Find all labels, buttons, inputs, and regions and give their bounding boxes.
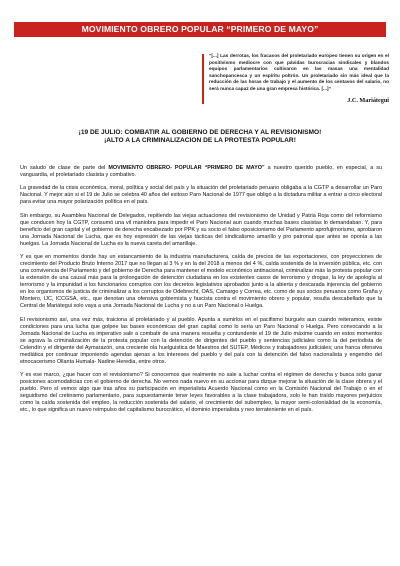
quote-author: J.C. Mariátegui [347, 96, 389, 104]
headline [30, 129, 370, 146]
paragraph-revisionism: El revisionismo así, una vez más, traiciona al proletariado y al pueblo. Apunta a sumirlos en el pacifismo burgués aun cuando reiteramos, existe condiciones para una lucha que golpee las bases económicas del gran capital como lo sería un Paro Nacional o Huelga. Pero convocando a la Jornada Nacional de Lucha es imperativo salir a combatir de una manera resuelta y contundente el 19 de Julio máxime cuando en estos momentos se agrava la criminalización de la protesta popular con la detención de dirigentes del pueblo y sentencias judiciales como la del periodista de Celendín y el dirigente del Aymarazón, una creciente ola huelguistica de Maestros del SUTEP, Médicos y trabajadores judiciales; una franca ofensiva mediática por continuar imponiendo agendas ajenas a los intereses del pueblo y del país con la detención del falso nacionalista y engendro del etnocacerismo Ollanta Humala- Nadine Heredia, entre otros. [20, 316, 382, 365]
paragraph-what-to-do: Y es ese marco, ¿que hacer con el revisionismo? Si conocemos que realmente no sale a luchar contra el régimen de derecha y busca solo ganar posiciones acomodaticias con el gobierno de derecha. No vemos nada nuevo en su accionar para dizque mejorar la situación de la clase obrera y el pueblo. Pero sí vemos algo que tras años su participación en imperialista Acuerdo Nacional como en la Comisión Nacional del Trabajo o en el seguidismo del cretinismo parlamentario, para supuestamente tener leyes favorables a la clase trabajadora, solo le han traído mayores perjuicios como la caída sostenida del empleo, la reducción sostenida del salario, el crecimiento del subempleo, la mayor semi-colonialidad de la economía, etc., lo que significa un nuevo reimpulso del capitalismo burocrático, el dominio imperialista y neo terrateniente en el país. [20, 372, 382, 414]
greeting-text-b: a nuestro querido pueblo, en especial, a su vanguardia, el proletariado clasista y combativo. [20, 165, 382, 179]
paragraph-greeting [20, 165, 382, 179]
paragraph-economy: Y es que en momentos donde hay un estancamiento de la industria manufacturera, caída de precios de las exportaciones, con proyecciones de crecimiento del Producto Bruto Interno 2017 que no llegan al 3 % y en la del 2018 a menos del 4 %, caída sostenida de la inversión pública, etc. con una convivencia del Parlamento y del gobierno de Derecha para mantener el modelo económico antinacional, criminalizar más la protesta popular con la extensión de una causal más para la prolongación de detención ciudadana en los existentes casos de terrorismo y drogas, la ley de apología al terrorismo y la impunidad a los funcionarios corruptos con los decretos legislativos aprobados junto a la abierta y descarada injerencia del gobierno en los organismos de justicia de criminalizar a los corruptos de Odebrecht, OAS, Camargo y Correa, etc. como de sus socios peruanos como Graña y Montero, IJC, ICCGSA, etc., que denotan una ofensiva gobiernista y fascista contra el movimiento obrero y popular, resulta descabellado que la Central de Mariátegui solo vaya a una Jornada Nacional de Lucha y no a un Paro Nacional o Huelga. [20, 254, 382, 310]
organization-name-inline: MOVIMIENTO OBRERO- POPULAR “PRIMERO DE MAYO” [108, 165, 265, 171]
epigraph-quote [202, 54, 389, 104]
headline-line-2: ¡ALTO A LA CRIMINALIZACION DE LA PROTESTA POPULAR! [104, 137, 296, 145]
headline-line-1: ¡19 DE JULIO: COMBATIR AL GOBIERNO DE DERECHA Y AL REVISIONISMO! [78, 129, 322, 136]
paragraph-assembly: Sin embargo, su Asamblea Nacional de Delegados, repitiendo las viejas actuaciones del revisionismo de Unidad y Patria Roja como del reformismo que conducen hoy la CGTP, consumó una vil maniobra para impedir el Paro Nacional aun cuando muchas bases clasistas lo demandaban. Y, para beneficio del gran capital y el gobierno de derecha encabezado por PPK y su socio el falso oposicionismo del Parlamento aprofujimorismo, aprobaron una Jornada Nacional de Lucha, que es hoy expresión de las viejas tácticas del sindicalismo amarillo y pro patronal que antes se oponía a las huelgas. La Jornada Nacional de Lucha es la nueva careta del amarillaje. [20, 212, 382, 247]
quote-text: “[...] Las derrotas, los fracasos del proletariado europeo tienen su origen en el positivismo mediocre con que pávidas burocracias sindicales y blandos equipos parlamentarios cultivaron en las masas una mentalidad sanchopancesca y un espíritu poltrón. Un proletariado sin más ideal que la reducción de las horas de trabajo y el aumento de los centavos del salario, no será nunca capaz de una gran empresa histórica. [...]” [209, 54, 389, 92]
paragraph-crisis: La gravedad de la crisis económica, moral, política y social del país y la situación del proletariado peruano obligaba a la CGTP a desarrollar un Paro Nacional. Y mejor aún si el 19 de Julio se celebra 40 años del exitoso Paro Nacional de 1977 que obligó a la dictadura militar a entrar a circo electoral para evitar una mayor polarización política en el país. [20, 185, 382, 206]
organization-title-banner: MOVIMIENTO OBRERO POPULAR “PRIMERO DE MAYO” [14, 22, 386, 37]
greeting-text-a: Un saludo de clase de parte del [20, 165, 109, 171]
article-body [20, 165, 382, 421]
